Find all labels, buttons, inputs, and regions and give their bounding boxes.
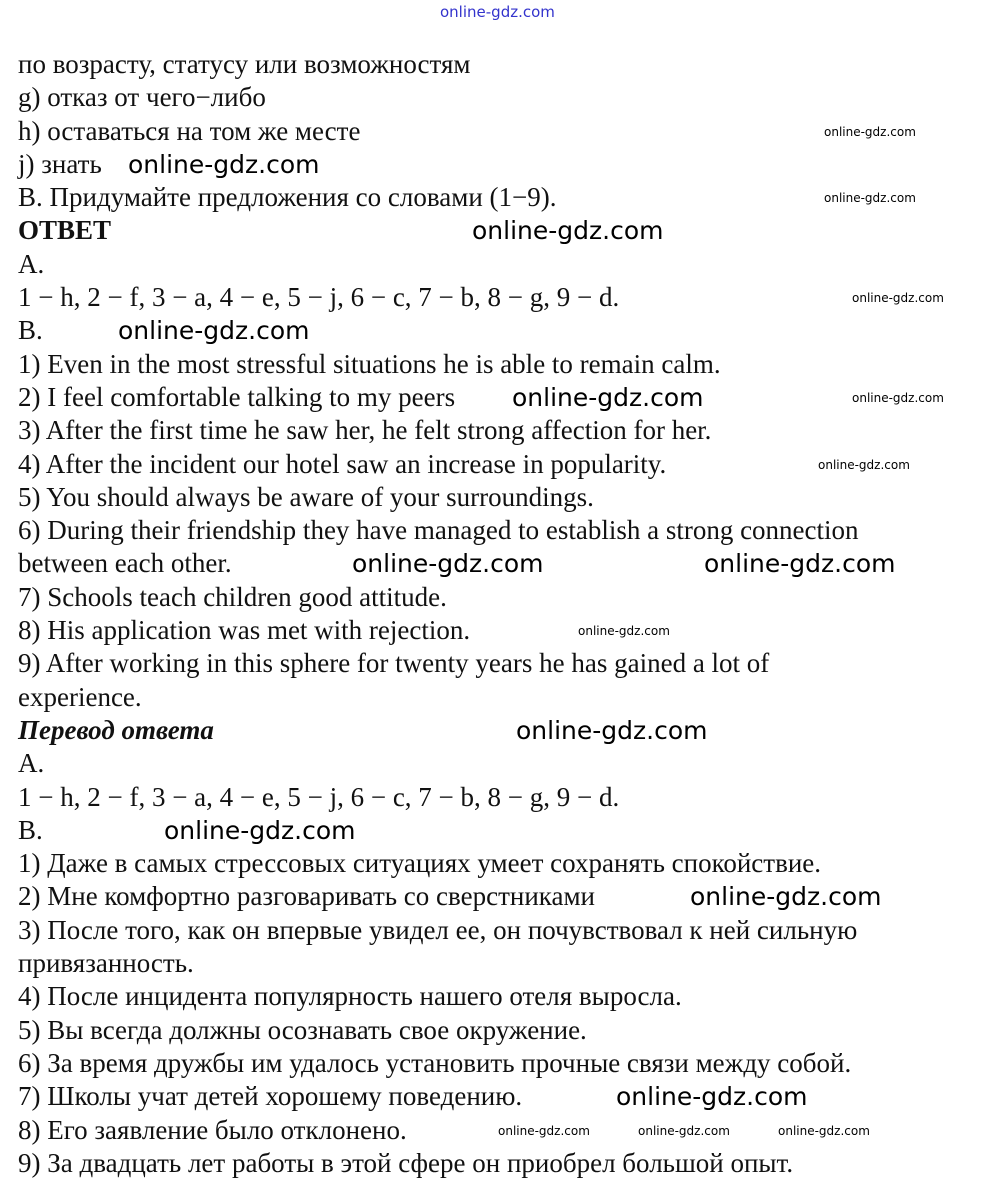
text-line-row [18,348,988,381]
watermark-small: online-gdz.com [824,124,916,139]
section-heading-row [18,214,988,247]
text-line-row [18,547,988,580]
watermark: online-gdz.com [118,316,310,346]
text-line: 2) Мне комфортно разговаривать со сверстниками [18,881,596,912]
text-line-row [18,880,988,913]
watermark-small: online-gdz.com [824,191,916,206]
text-line: 3) After the first time he saw her, he felt strong affection for her. [18,415,712,446]
watermark: online-gdz.com [704,549,896,579]
text-line: 5) You should always be aware of your surroundings. [18,481,594,512]
watermark-small: online-gdz.com [638,1123,730,1138]
watermark: online-gdz.com [616,1082,808,1112]
text-line-row [18,48,988,81]
text-line-row [18,614,988,647]
text-line-row [18,581,988,614]
text-line: 9) За двадцать лет работы в этой сфере он приобрел большой опыт. [18,1147,794,1178]
text-line: 1 − h, 2 − f, 3 − a, 4 − e, 5 − j, 6 − c, 7 − b, 8 − g, 9 − d. [18,282,620,313]
text-line-row [18,747,988,780]
text-line: j) знать [18,148,102,179]
text-line: A. [18,248,45,279]
watermark-small: online-gdz.com [778,1123,870,1138]
text-line-row [18,1047,988,1080]
text-line-row [18,448,988,481]
text-line-row [18,81,988,114]
text-line: 6) За время дружбы им удалось установить прочные связи между собой. [18,1047,852,1078]
text-line-row [18,115,988,148]
text-line: B. Придумайте предложения со словами (1−9). [18,182,557,213]
text-line: 7) Школы учат детей хорошему поведению. [18,1081,523,1112]
text-line: 4) After the incident our hotel saw an increase in popularity. [18,448,667,479]
text-line-row [18,947,988,980]
text-line-row [18,148,988,181]
text-line: 2) I feel comfortable talking to my peers [18,381,456,412]
text-line-row [18,647,988,680]
text-line-row [18,781,988,814]
text-line: 9) After working in this sphere for twenty years he has gained a lot of [18,648,770,679]
text-line-row [18,980,988,1013]
text-line-row [18,847,988,880]
text-line: 8) Его заявление было отклонено. [18,1114,407,1145]
text-line-row [18,414,988,447]
text-line-row [18,914,988,947]
watermark: online-gdz.com [516,715,708,745]
text-line-row [18,1014,988,1047]
text-line: B. [18,315,43,346]
watermark: online-gdz.com [512,382,704,412]
text-line: experience. [18,681,142,712]
text-line-row [18,514,988,547]
section-heading: Перевод ответа [18,714,214,745]
watermark-small: online-gdz.com [818,457,910,472]
document-text [18,48,988,1180]
text-line: привязанность. [18,948,194,979]
text-line-row [18,1147,988,1180]
text-line: 1) Even in the most stressful situations he is able to remain calm. [18,348,721,379]
text-line-row [18,314,988,347]
text-line: A. [18,748,45,779]
text-line: 1) Даже в самых стрессовых ситуациях умеет сохранять спокойствие. [18,848,822,879]
text-line-row [18,181,988,214]
watermark: online-gdz.com [164,815,356,845]
watermark: online-gdz.com [352,549,544,579]
text-line: по возрасту, статусу или возможностям [18,49,471,79]
text-line-row [18,681,988,714]
watermark: online-gdz.com [690,882,882,912]
watermark-small: online-gdz.com [852,390,944,405]
text-line: 7) Schools teach children good attitude. [18,581,447,612]
text-line-row [18,248,988,281]
text-line: h) оставаться на том же месте [18,115,361,146]
text-line: B. [18,814,43,845]
text-line: 3) После того, как он впервые увидел ее, он почувствовал к ней сильную [18,914,858,945]
text-line: g) отказ от чего−либо [18,82,266,113]
watermark-small: online-gdz.com [498,1123,590,1138]
text-line: 4) После инцидента популярность нашего отеля выросла. [18,981,682,1012]
text-line: 6) During their friendship they have managed to establish a strong connection [18,515,859,546]
text-line: between each other. [18,548,232,579]
text-line: 8) His application was met with rejection. [18,615,471,646]
watermark: online-gdz.com [128,149,320,179]
watermark: online-gdz.com [472,216,664,246]
text-line-row [18,1080,988,1113]
text-line: 5) Вы всегда должны осознавать свое окружение. [18,1014,587,1045]
watermark-small: online-gdz.com [852,291,944,306]
watermark-top: online-gdz.com [440,3,555,21]
watermark-small: online-gdz.com [578,624,670,639]
text-line-row [18,814,988,847]
text-line: 1 − h, 2 − f, 3 − a, 4 − e, 5 − j, 6 − c, 7 − b, 8 − g, 9 − d. [18,781,620,812]
text-line-row [18,381,988,414]
text-line-row [18,481,988,514]
text-line-row [18,1114,988,1147]
text-line-row [18,281,988,314]
section-heading-row [18,714,988,747]
section-heading: ОТВЕТ [18,215,112,246]
